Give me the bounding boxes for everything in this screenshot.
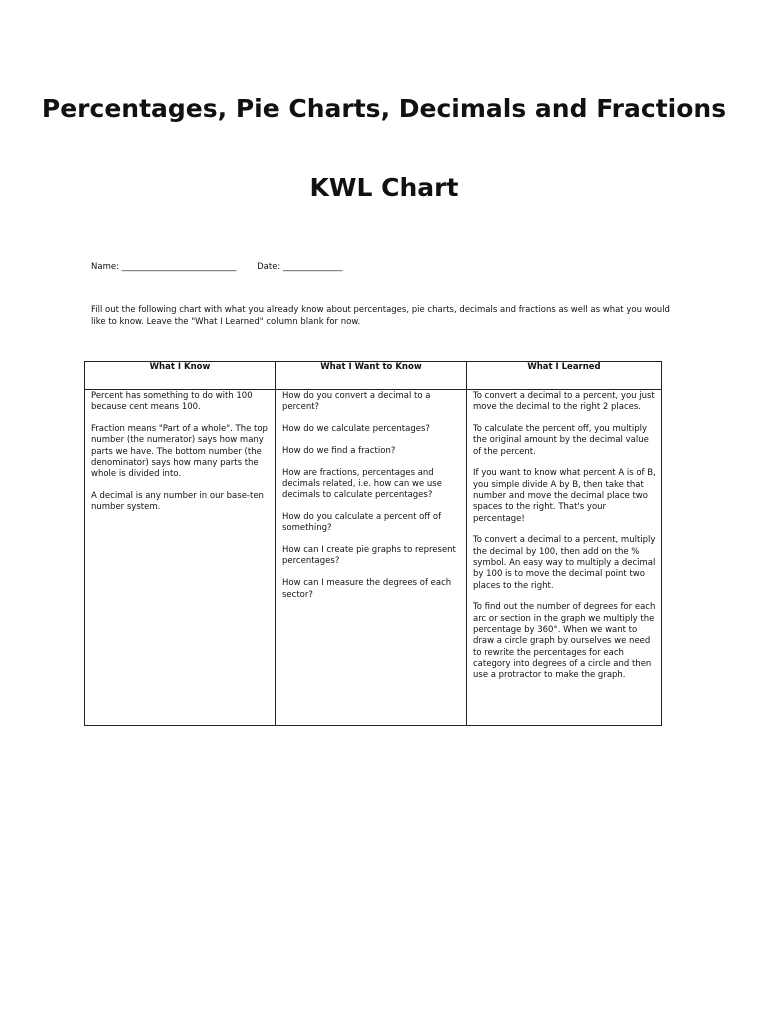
name-field-label: Name: ___________________________ bbox=[91, 262, 237, 272]
want-question: How can I create pie graphs to represent percentages? bbox=[282, 545, 456, 567]
want-question: How can I measure the degrees of each sector? bbox=[282, 578, 452, 600]
know-paragraph: Percent has something to do with 100 because cent means 100. bbox=[91, 391, 253, 413]
kwl-body-row bbox=[85, 390, 662, 726]
learned-paragraph: If you want to know what percent A is of B, you simple divide A by B, then take that number and move the decimal place two spaces to the right. That's your percentage! bbox=[473, 468, 656, 524]
want-question: How do you convert a decimal to a percent? bbox=[282, 391, 431, 413]
chart-subtitle: KWL Chart bbox=[309, 173, 459, 202]
want-question: How do we find a fraction? bbox=[282, 445, 396, 456]
learned-paragraph: To calculate the percent off, you multiply the original amount by the decimal value of the percent. bbox=[473, 424, 649, 457]
want-question: How are fractions, percentages and decimals related, i.e. how can we use decimals to calculate percentages? bbox=[282, 467, 442, 501]
date-field-label: Date: ______________ bbox=[257, 262, 343, 272]
know-paragraph: A decimal is any number in our base-ten number system. bbox=[91, 491, 264, 513]
kwl-header-row bbox=[85, 362, 662, 390]
student-info-line bbox=[91, 261, 343, 273]
learned-paragraph: To convert a decimal to a percent, multiply the decimal by 100, then add on the % symbol. An easy way to multiply a decimal by 100 is to move the decimal point two places to the right. bbox=[473, 535, 656, 591]
know-paragraph: Fraction means "Part of a whole". The top number (the numerator) says how many parts we have. The bottom number (the denominator) says how many parts the whole is divided into. bbox=[91, 424, 268, 480]
want-question: How do we calculate percentages? bbox=[282, 424, 430, 435]
header-what-i-want-to-know: What I Want to Know bbox=[276, 362, 467, 390]
header-what-i-know: What I Know bbox=[85, 362, 276, 390]
want-question: How do you calculate a percent off of something? bbox=[282, 512, 442, 534]
header-what-i-learned: What I Learned bbox=[467, 362, 662, 390]
cell-what-i-want-to-know bbox=[276, 390, 467, 726]
cell-what-i-know bbox=[85, 390, 276, 726]
document-title: Percentages, Pie Charts, Decimals and Fractions bbox=[41, 94, 727, 123]
learned-paragraph: To convert a decimal to a percent, you just move the decimal to the right 2 places. bbox=[473, 391, 655, 413]
learned-paragraph: To find out the number of degrees for each arc or section in the graph we multiply the percentage by 360°. When we want to draw a circle graph by ourselves we need to rewrite the percentages for each category into degrees of a circle and then use a protractor to make the graph. bbox=[473, 602, 656, 681]
instructions-text: Fill out the following chart with what you already know about percentages, pie charts, decimals and fractions as well as what you would like to know. Leave the "What I Learned" column blank for now. bbox=[91, 305, 670, 327]
kwl-table bbox=[84, 361, 662, 726]
cell-what-i-learned bbox=[467, 390, 662, 726]
